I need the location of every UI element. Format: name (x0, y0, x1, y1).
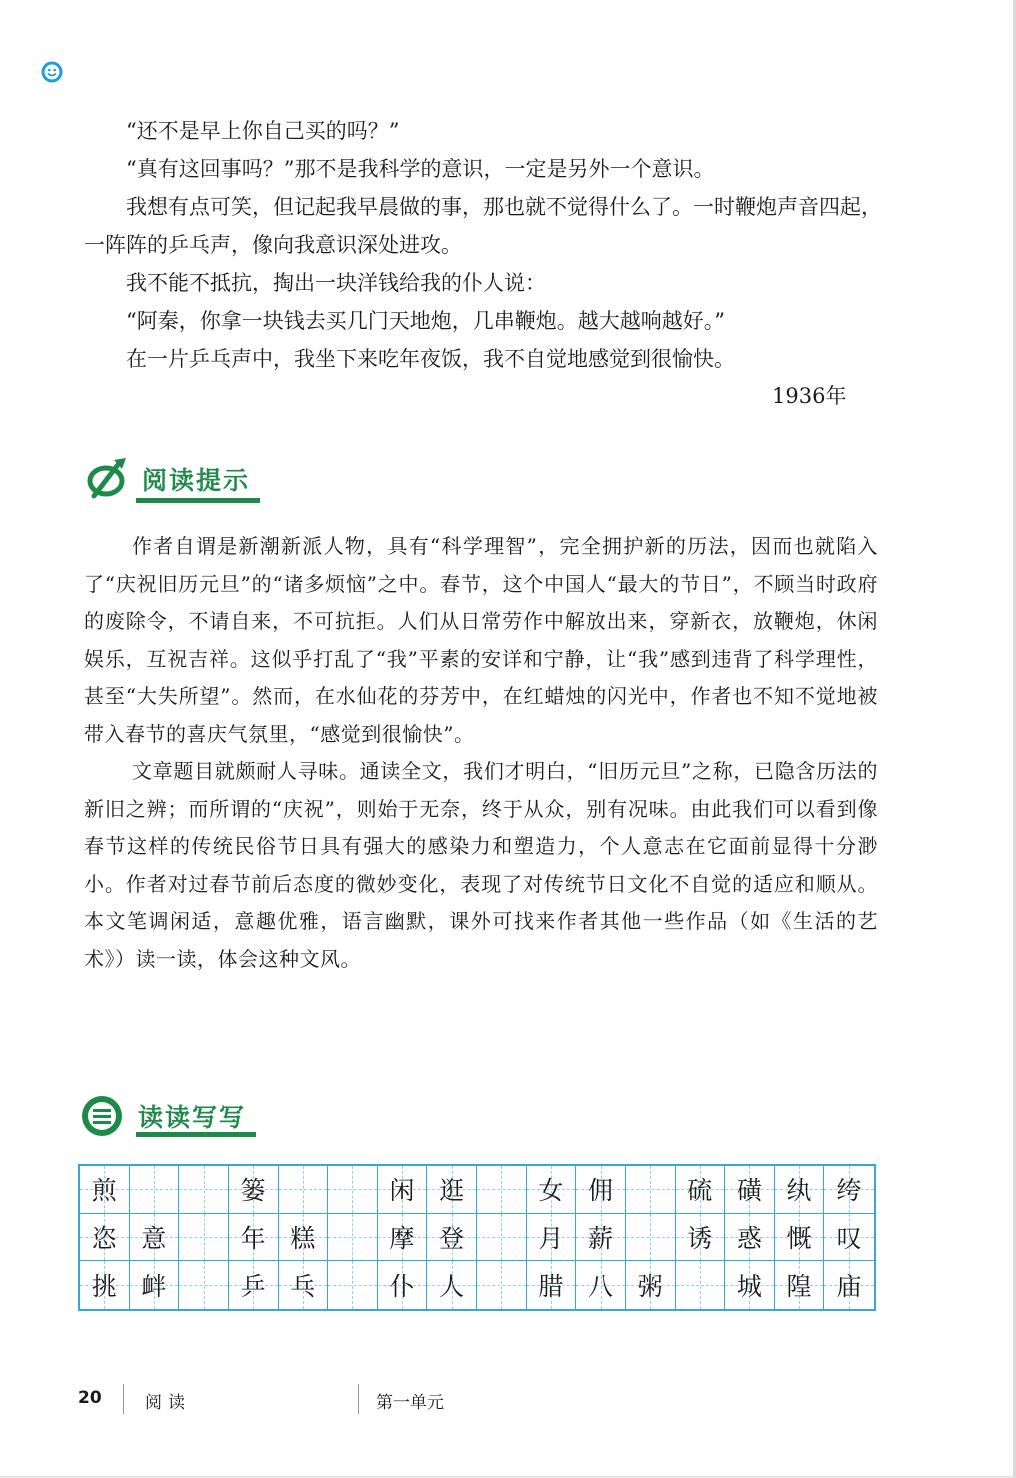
grid-cell: 逛 (427, 1166, 477, 1214)
grid-cell: 挑 (80, 1261, 130, 1309)
reading-tips-icon (84, 456, 134, 502)
grid-cell: 诱 (676, 1214, 726, 1262)
grid-cell (179, 1166, 229, 1214)
grid-cell: 乓 (279, 1261, 329, 1309)
grid-cell (626, 1214, 676, 1262)
grid-cell: 叹 (824, 1214, 874, 1262)
story-paragraph: “阿秦，你拿一块钱去买几门天地炮，几串鞭炮。越大越响越好。” (126, 309, 725, 333)
footer-unit: 第一单元 (376, 1393, 444, 1413)
grid-cell: 粥 (626, 1261, 676, 1309)
grid-cell: 衅 (130, 1261, 180, 1309)
page-number: 20 (78, 1388, 102, 1408)
grid-cell: 意 (130, 1214, 180, 1262)
grid-cell: 登 (427, 1214, 477, 1262)
grid-cell: 煎 (80, 1166, 130, 1214)
grid-cell: 摩 (378, 1214, 428, 1262)
footer-divider (358, 1384, 359, 1414)
grid-cell (328, 1166, 378, 1214)
grid-cell: 糕 (279, 1214, 329, 1262)
grid-cell: 惑 (725, 1214, 775, 1262)
grid-cell: 薪 (576, 1214, 626, 1262)
story-paragraph: 在一片乒乓声中，我坐下来吃年夜饭，我不自觉地感觉到很愉快。 (126, 347, 735, 371)
reading-tips-title: 阅读提示 (142, 466, 251, 495)
grid-cell: 仆 (378, 1261, 428, 1309)
story-year: 1936年 (772, 384, 847, 408)
grid-cell (477, 1261, 527, 1309)
grid-cell (328, 1214, 378, 1262)
grid-cell (676, 1261, 726, 1309)
reading-tips-heading (84, 456, 250, 502)
read-write-title: 读读写写 (138, 1103, 247, 1132)
grid-cell (179, 1214, 229, 1262)
grid-cell: 硫 (676, 1166, 726, 1214)
story-paragraph: 我不能不抵抗，掏出一块洋钱给我的仆人说： (126, 271, 546, 295)
smiley-icon (40, 60, 64, 84)
story-paragraph: “还不是早上你自己买的吗？” (126, 119, 400, 143)
footer-section: 阅读 (145, 1393, 191, 1413)
grid-cell: 磺 (725, 1166, 775, 1214)
grid-cell: 恣 (80, 1214, 130, 1262)
grid-cell: 乒 (229, 1261, 279, 1309)
grid-cell: 腊 (527, 1261, 577, 1309)
grid-cell (477, 1214, 527, 1262)
tips-paragraph: 作者自谓是新潮新派人物，具有“科学理智”，完全拥护新的历法，因而也就陷入了“庆祝旧历元旦”的“诸多烦恼”之中。春节，这个中国人“最大的节日”，不顾当时政府的废除令，不请自来，不可抗拒。人们从日常劳作中解放出来，穿新衣，放鞭炮，休闲娱乐，互祝吉祥。这似乎打乱了“我”平素的安详和宁静，让“我”感到违背了科学理性，甚至“大失所望”。然而，在水仙花的芬芳中，在红蜡烛的闪光中，作者也不知不觉地被带入春节的喜庆气氛里，“感觉到很愉快”。 (84, 534, 878, 746)
grid-cell: 慨 (775, 1214, 825, 1262)
grid-cell (477, 1166, 527, 1214)
footer-divider (123, 1384, 124, 1414)
story-text (84, 112, 884, 378)
story-paragraph: 我想有点可笑，但记起我早晨做的事，那也就不觉得什么了。一时鞭炮声音四起，一阵阵的乒乓声，像向我意识深处进攻。 (84, 195, 882, 257)
grid-cell: 庙 (824, 1261, 874, 1309)
grid-cell: 纨 (775, 1166, 825, 1214)
character-grid (78, 1164, 876, 1311)
heading-underline (136, 498, 260, 503)
reading-tips-text (84, 528, 878, 978)
grid-cell: 月 (527, 1214, 577, 1262)
grid-cell: 佣 (576, 1166, 626, 1214)
story-paragraph: “真有这回事吗？”那不是我科学的意识，一定是另外一个意识。 (126, 157, 715, 181)
read-write-icon (80, 1094, 124, 1138)
grid-cell: 城 (725, 1261, 775, 1309)
grid-cell (130, 1166, 180, 1214)
heading-underline (136, 1132, 256, 1137)
grid-cell: 八 (576, 1261, 626, 1309)
grid-cell: 隍 (775, 1261, 825, 1309)
grid-cell: 篓 (229, 1166, 279, 1214)
grid-cell (328, 1261, 378, 1309)
grid-cell (179, 1261, 229, 1309)
grid-cell: 女 (527, 1166, 577, 1214)
grid-cell: 人 (427, 1261, 477, 1309)
grid-cell: 绔 (824, 1166, 874, 1214)
grid-cell: 年 (229, 1214, 279, 1262)
grid-cell (279, 1166, 329, 1214)
grid-cell: 闲 (378, 1166, 428, 1214)
tips-paragraph: 文章题目就颇耐人寻味。通读全文，我们才明白，“旧历元旦”之称，已隐含历法的新旧之辨；而所谓的“庆祝”，则始于无奈，终于从众，别有况味。由此我们可以看到像春节这样的传统民俗节日具有强大的感染力和塑造力，个人意志在它面前显得十分渺小。作者对过春节前后态度的微妙变化，表现了对传统节日文化不自觉的适应和顺从。本文笔调闲适，意趣优雅，语言幽默，课外可找来作者其他一些作品（如《生活的艺术》）读一读，体会这种文风。 (84, 759, 878, 971)
read-write-heading (80, 1094, 246, 1138)
grid-cell (626, 1166, 676, 1214)
